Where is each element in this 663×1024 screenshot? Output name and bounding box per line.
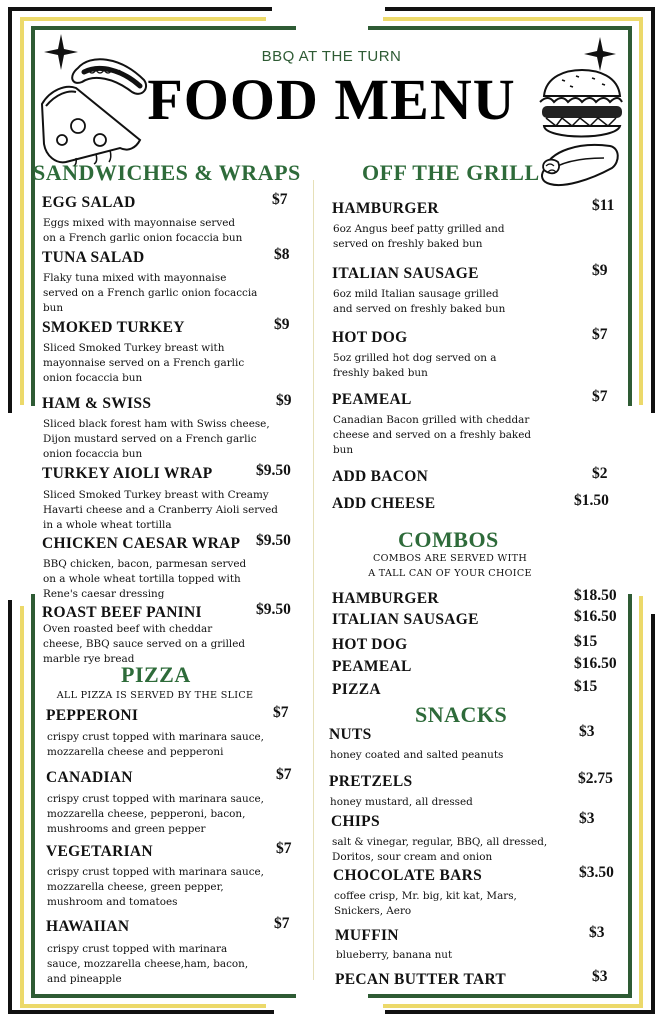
menu-item-description: Eggs mixed with mayonnaise served bbox=[43, 217, 236, 229]
menu-item-price: $2.75 bbox=[578, 770, 613, 787]
menu-item-description: coffee crisp, Mr. big, kit kat, Mars, bbox=[334, 890, 517, 902]
menu-item-price: $7 bbox=[272, 191, 288, 208]
menu-item-name: HOT DOG bbox=[332, 329, 408, 346]
menu-item-name: TUNA SALAD bbox=[42, 249, 145, 266]
menu-item-name: MUFFIN bbox=[335, 927, 399, 944]
menu-item-description: BBQ chicken, bacon, parmesan served bbox=[43, 558, 247, 570]
menu-item-description: onion focaccia bun bbox=[43, 448, 143, 460]
menu-item-name: VEGETARIAN bbox=[46, 843, 153, 860]
menu-item-price: $7 bbox=[592, 388, 608, 405]
menu-item-description: on a French garlic onion focaccia bun bbox=[43, 232, 243, 244]
menu-item-description: cheese and served on a freshly baked bbox=[333, 429, 532, 441]
section-title-sandwiches: SANDWICHES & WRAPS bbox=[33, 160, 301, 185]
menu-item-description: marble rye bread bbox=[43, 653, 135, 665]
menu-item-price: $15 bbox=[574, 633, 598, 650]
menu-item-description: freshly baked bun bbox=[333, 367, 428, 379]
menu-item-description: served on freshly baked bun bbox=[333, 238, 483, 250]
menu-item-description: crispy crust topped with marinara sauce, bbox=[47, 793, 264, 805]
menu-item-name: ADD CHEESE bbox=[332, 495, 436, 512]
menu-item-description: cheese, BBQ sauce served on a grilled bbox=[43, 638, 246, 650]
menu-item-name: NUTS bbox=[329, 726, 372, 743]
menu-item-name: HAWAIIAN bbox=[46, 918, 130, 935]
combos-note-line: COMBOS ARE SERVED WITH bbox=[372, 553, 528, 564]
menu-item-description: Doritos, sour cream and onion bbox=[332, 851, 493, 863]
menu-item-name: TURKEY AIOLI WRAP bbox=[42, 465, 213, 482]
menu-item-name: ADD BACON bbox=[332, 468, 429, 485]
menu-item-name: PIZZA bbox=[332, 681, 381, 698]
menu-item-name: PEAMEAL bbox=[332, 658, 412, 675]
menu-item-price: $9 bbox=[274, 316, 290, 333]
menu-item-price: $3 bbox=[579, 810, 595, 827]
menu-item-price: $1.50 bbox=[574, 492, 609, 509]
menu-item-description: blueberry, banana nut bbox=[336, 949, 453, 961]
menu-item-price: $3 bbox=[579, 723, 595, 740]
burrito-icon bbox=[540, 140, 620, 190]
section-title-pizza: PIZZA bbox=[121, 662, 191, 687]
menu-item-name: SMOKED TURKEY bbox=[42, 319, 185, 336]
menu-item-name: ROAST BEEF PANINI bbox=[42, 604, 202, 621]
menu-item-description: Sliced Smoked Turkey breast with bbox=[43, 342, 225, 354]
menu-item-price: $9 bbox=[276, 392, 292, 409]
menu-item-name: PRETZELS bbox=[329, 773, 413, 790]
menu-item-price: $7 bbox=[276, 840, 292, 857]
menu-item-name: PEPPERONI bbox=[46, 707, 139, 724]
section-title-combos: COMBOS bbox=[398, 527, 499, 552]
menu-item-description: mozzarella cheese and pepperoni bbox=[47, 746, 224, 758]
section-title-snacks: SNACKS bbox=[415, 702, 508, 727]
pizza-note: ALL PIZZA IS SERVED BY THE SLICE bbox=[56, 690, 254, 701]
menu-item-price: $9.50 bbox=[256, 532, 291, 549]
menu-item-price: $7 bbox=[274, 915, 290, 932]
menu-item-description: mushroom and tomatoes bbox=[47, 896, 178, 908]
menu-item-description: honey mustard, all dressed bbox=[330, 796, 473, 808]
menu-item-description: crispy crust topped with marinara bbox=[47, 943, 228, 955]
menu-item-description: mushrooms and green pepper bbox=[47, 823, 206, 835]
menu-item-description: salt & vinegar, regular, BBQ, all dressed, bbox=[332, 836, 548, 848]
combos-note-line: A TALL CAN OF YOUR CHOICE bbox=[368, 568, 532, 579]
menu-item-description: sauce, mozzarella cheese,ham, bacon, bbox=[47, 958, 249, 970]
menu-item-price: $15 bbox=[574, 678, 598, 695]
menu-item-price: $3 bbox=[592, 968, 608, 985]
menu-item-description: onion focaccia bun bbox=[43, 372, 143, 384]
menu-item-description: mozzarella cheese, green pepper, bbox=[47, 881, 224, 893]
menu-item-name: CHOCOLATE BARS bbox=[333, 867, 483, 884]
menu-item-description: mayonnaise served on a French garlic bbox=[43, 357, 245, 369]
menu-item-name: CANADIAN bbox=[46, 769, 133, 786]
menu-item-description: honey coated and salted peanuts bbox=[330, 749, 504, 761]
menu-item-description: Snickers, Aero bbox=[334, 905, 412, 917]
section-title-grill: OFF THE GRILL bbox=[362, 160, 540, 185]
menu-item-price: $2 bbox=[592, 465, 608, 482]
menu-item-price: $7 bbox=[592, 326, 608, 343]
menu-item-price: $18.50 bbox=[574, 587, 617, 604]
menu-item-name: HOT DOG bbox=[332, 636, 408, 653]
menu-item-description: mozzarella cheese, pepperoni, bacon, bbox=[47, 808, 246, 820]
menu-item-price: $7 bbox=[273, 704, 289, 721]
menu-item-name: CHICKEN CAESAR WRAP bbox=[42, 535, 241, 552]
menu-item-name: HAMBURGER bbox=[332, 590, 439, 607]
menu-item-description: 5oz grilled hot dog served on a bbox=[333, 352, 497, 364]
menu-item-description: bun bbox=[43, 302, 64, 314]
menu-item-name: PEAMEAL bbox=[332, 391, 412, 408]
menu-item-description: bun bbox=[333, 444, 354, 456]
menu-item-description: crispy crust topped with marinara sauce, bbox=[47, 731, 264, 743]
menu-item-price: $9.50 bbox=[256, 462, 291, 479]
menu-item-price: $3 bbox=[589, 924, 605, 941]
menu-item-price: $11 bbox=[592, 197, 615, 214]
menu-item-description: and pineapple bbox=[47, 973, 122, 985]
menu-item-name: PECAN BUTTER TART bbox=[335, 971, 507, 988]
menu-item-description: on a whole wheat tortilla topped with bbox=[43, 573, 241, 585]
menu-item-price: $9.50 bbox=[256, 601, 291, 618]
menu-item-price: $8 bbox=[274, 246, 290, 263]
menu-subtitle: BBQ AT THE TURN bbox=[261, 48, 402, 65]
menu-item-price: $7 bbox=[276, 766, 292, 783]
menu-item-price: $3.50 bbox=[579, 864, 614, 881]
menu-item-description: 6oz mild Italian sausage grilled bbox=[333, 288, 499, 300]
menu-item-description: served on a French garlic onion focaccia bbox=[43, 287, 258, 299]
menu-item-name: ITALIAN SAUSAGE bbox=[332, 611, 479, 628]
menu-item-name: ITALIAN SAUSAGE bbox=[332, 265, 479, 282]
menu-item-description: Havarti cheese and a Cranberry Aioli served bbox=[43, 504, 278, 516]
menu-item-description: and served on freshly baked bun bbox=[333, 303, 506, 315]
menu-item-name: EGG SALAD bbox=[42, 194, 136, 211]
menu-item-name: HAM & SWISS bbox=[42, 395, 152, 412]
menu-item-description: crispy crust topped with marinara sauce, bbox=[47, 866, 264, 878]
menu-item-name: HAMBURGER bbox=[332, 200, 439, 217]
menu-item-price: $9 bbox=[592, 262, 608, 279]
menu-item-price: $16.50 bbox=[574, 655, 617, 672]
menu-item-description: Flaky tuna mixed with mayonnaise bbox=[43, 272, 227, 284]
menu-item-description: in a whole wheat tortilla bbox=[43, 519, 172, 531]
menu-title: FOOD MENU bbox=[147, 67, 516, 132]
menu-item-price: $16.50 bbox=[574, 608, 617, 625]
menu-item-description: Oven roasted beef with cheddar bbox=[43, 623, 213, 635]
menu-item-description: Canadian Bacon grilled with cheddar bbox=[333, 414, 530, 426]
menu-item-description: Dijon mustard served on a French garlic bbox=[43, 433, 257, 445]
menu-item-description: Sliced Smoked Turkey breast with Creamy bbox=[43, 489, 269, 501]
menu-item-description: Rene's caesar dressing bbox=[43, 588, 165, 600]
menu-item-description: Sliced black forest ham with Swiss cheese, bbox=[43, 418, 270, 430]
menu-item-description: 6oz Angus beef patty grilled and bbox=[333, 223, 505, 235]
menu-item-name: CHIPS bbox=[331, 813, 380, 830]
